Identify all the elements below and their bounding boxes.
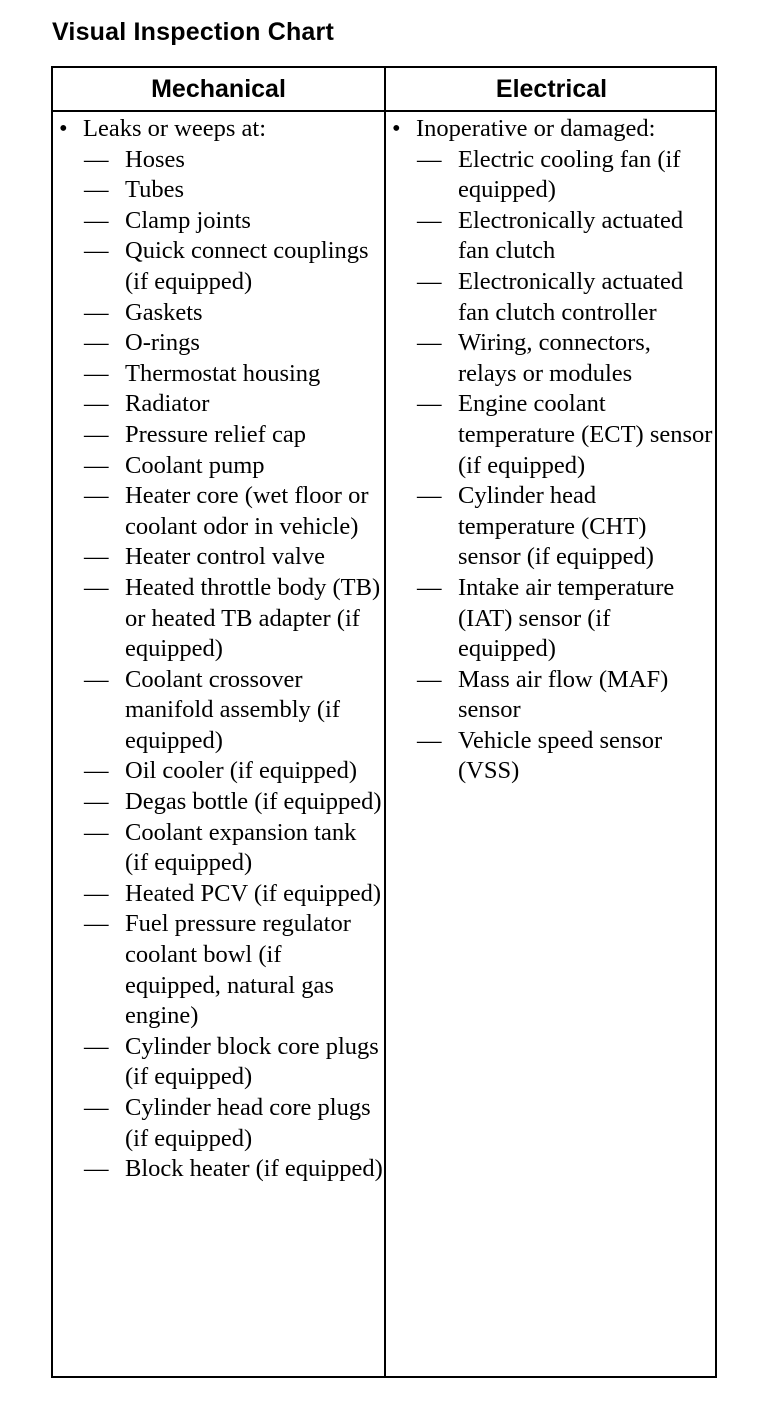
list-item-text: Coolant expansion tank (if equipped) [125, 818, 357, 877]
list-item-text: Pressure relief cap [125, 420, 306, 448]
list-item-text: Electric cooling fan (if equipped) [458, 145, 681, 204]
list-item [386, 665, 714, 726]
list-item-text: Engine coolant temperature (ECT) sensor (if equipped) [458, 390, 713, 479]
list-item [53, 389, 383, 420]
dash-marker: — [84, 1032, 109, 1060]
list-item-text: Intake air temperature (IAT) sensor (if equipped) [458, 573, 675, 663]
list-item [53, 787, 383, 818]
bullet-marker: • [392, 115, 401, 142]
dash-marker: — [84, 1155, 109, 1183]
mechanical-item-list [53, 145, 383, 1185]
dash-marker: — [84, 176, 109, 204]
list-item [53, 909, 383, 1031]
list-item [386, 145, 714, 206]
list-item [386, 206, 714, 267]
dash-marker: — [417, 267, 442, 295]
dash-marker: — [417, 726, 442, 754]
list-item-text: Vehicle speed sensor (VSS) [458, 726, 663, 785]
list-item [53, 542, 383, 573]
dash-marker: — [84, 237, 109, 265]
list-item [53, 818, 383, 879]
list-item-text: Oil cooler (if equipped) [125, 757, 357, 785]
dash-marker: — [84, 788, 109, 816]
list-item [53, 206, 383, 237]
list-item-text: Coolant pump [125, 451, 265, 479]
list-item-text: Block heater (if equipped) [125, 1155, 383, 1183]
list-item [53, 145, 383, 176]
list-item-text: Heater control valve [125, 543, 325, 571]
list-item [53, 1093, 383, 1154]
dash-marker: — [84, 818, 109, 846]
dash-marker: — [84, 451, 109, 479]
dash-marker: — [84, 543, 109, 571]
dash-marker: — [84, 206, 109, 234]
list-item-text: Cylinder head core plugs (if equipped) [125, 1094, 371, 1152]
list-item-text: Cylinder block core plugs (if equipped) [125, 1032, 379, 1091]
dash-marker: — [84, 359, 109, 387]
list-item-text: Electronically actuated fan clutch controller [458, 267, 684, 326]
dash-marker: — [84, 420, 109, 448]
list-item-text: Gaskets [125, 298, 203, 326]
list-item [386, 726, 714, 787]
mechanical-lead-text: Leaks or weeps at: [83, 115, 266, 142]
list-item-text: Tubes [125, 176, 185, 204]
list-item [53, 1032, 383, 1093]
list-item [53, 298, 383, 329]
list-item-text: Mass air flow (MAF) sensor [458, 665, 669, 724]
list-item [386, 328, 714, 389]
list-item-text: Heater core (wet floor or coolant odor in vehicle) [125, 482, 369, 540]
list-item-text: O-rings [125, 329, 200, 357]
list-item [53, 451, 383, 482]
header-divider [53, 110, 715, 112]
dash-marker: — [417, 145, 442, 173]
list-item [53, 756, 383, 787]
list-item-text: Heated throttle body (TB) or heated TB adapter (if equipped) [125, 573, 381, 663]
list-item-text: Fuel pressure regulator coolant bowl (if equipped, natural gas engine) [125, 910, 351, 1030]
list-item [53, 359, 383, 390]
list-item-text: Cylinder head temperature (CHT) sensor (if equipped) [458, 482, 654, 571]
chart-title: Visual Inspection Chart [52, 18, 334, 46]
dash-marker: — [84, 573, 109, 601]
list-item [53, 420, 383, 451]
dash-marker: — [84, 1094, 109, 1121]
dash-marker: — [84, 910, 109, 938]
list-item-text: Clamp joints [125, 206, 251, 234]
dash-marker: — [84, 329, 109, 357]
list-item [53, 665, 383, 757]
inspection-table [51, 66, 717, 1378]
list-item-text: Hoses [125, 145, 185, 173]
dash-marker: — [417, 206, 442, 234]
bullet-marker: • [59, 115, 68, 142]
list-item-text: Heated PCV (if equipped) [125, 879, 382, 907]
list-item [386, 267, 714, 328]
list-item [53, 879, 383, 910]
list-item [53, 328, 383, 359]
list-item [53, 573, 383, 665]
list-item [53, 175, 383, 206]
list-item [386, 573, 714, 665]
list-item-text: Radiator [125, 390, 210, 418]
list-item-text: Coolant crossover manifold assembly (if equipped) [125, 665, 341, 754]
list-item [53, 1154, 383, 1185]
dash-marker: — [417, 329, 442, 357]
dash-marker: — [417, 665, 442, 693]
dash-marker: — [84, 879, 109, 907]
mechanical-column-header: Mechanical [151, 75, 286, 103]
list-item [386, 389, 714, 481]
list-item [53, 236, 383, 297]
list-item [53, 481, 383, 542]
dash-marker: — [84, 145, 109, 173]
electrical-item-list [386, 145, 714, 787]
dash-marker: — [417, 390, 442, 418]
electrical-column-header: Electrical [495, 75, 608, 103]
list-item [386, 481, 714, 573]
list-item-text: Degas bottle (if equipped) [125, 788, 382, 816]
list-item-text: Wiring, connectors, relays or modules [458, 329, 651, 387]
dash-marker: — [84, 298, 109, 326]
dash-marker: — [417, 573, 442, 601]
dash-marker: — [84, 665, 109, 693]
list-item-text: Electronically actuated fan clutch [458, 206, 684, 265]
dash-marker: — [84, 390, 109, 418]
list-item-text: Quick connect couplings (if equipped) [125, 237, 369, 295]
electrical-lead-text: Inoperative or damaged: [416, 115, 656, 142]
dash-marker: — [84, 757, 109, 785]
dash-marker: — [84, 482, 109, 510]
dash-marker: — [417, 482, 442, 510]
list-item-text: Thermostat housing [125, 359, 321, 387]
